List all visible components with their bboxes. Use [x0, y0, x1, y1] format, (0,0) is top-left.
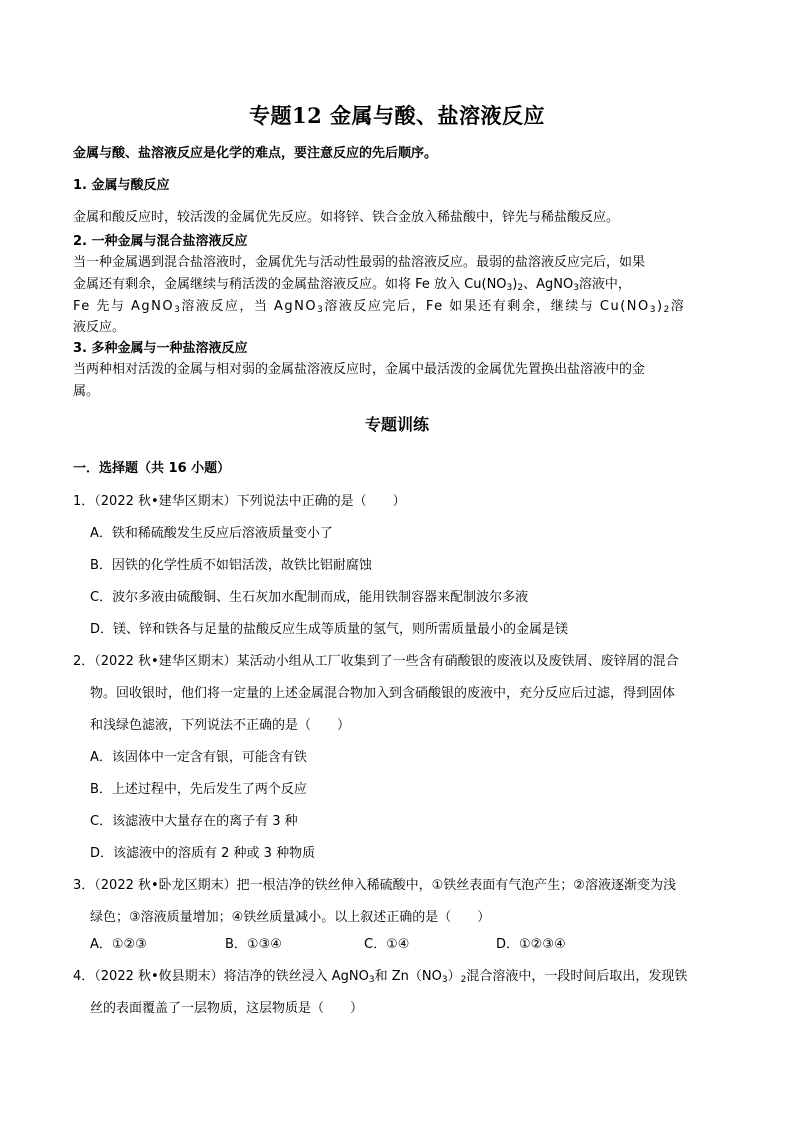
question-2-option-a: A．该固体中一定含有银，可能含有铁: [90, 750, 307, 765]
point-2-text-line4: 液反应。: [73, 320, 126, 335]
point-3-text-line2: 属。: [73, 384, 100, 399]
question-4-stem-line1: 4．（2022 秋•攸县期末）将洁净的铁丝浸入 AgNO$_3$和 $Zn(NO_3)_2$混合溶液中，一段时间后取出，发现铁: [73, 969, 688, 985]
question-4-stem-line2: 丝的表面覆盖了一层物质，这层物质是（ ）: [90, 1001, 364, 1016]
question-2-option-c: C．该滤液中大量存在的离子有 3 种: [90, 814, 298, 829]
page-title: 专题12 金属与酸、盐溶液反应: [248, 103, 546, 128]
question-2-stem-line2: 物。回收银时，他们将一定量的上述金属混合物加入到含硝酸银的废液中，充分反应后过滤，得到固体: [90, 686, 676, 701]
point-2-text-line2: 金属还有剩余，金属继续与稍活泼的金属盐溶液反应。如将 Fe 放入 $Cu(NO_3)_2$、AgNO$_3$溶液中，: [73, 277, 631, 293]
point-2-heading: 2. 一种金属与混合盐溶液反应: [73, 234, 248, 249]
question-1-option-b: B．因铁的化学性质不如铝活泼，故铁比铝耐腐蚀: [90, 558, 372, 573]
question-3-option-a: A．①②③: [90, 937, 147, 952]
question-3-option-c: C．①④: [364, 937, 410, 952]
question-2-stem-line3: 和浅绿色滤液，下列说法不正确的是（ ）: [90, 718, 351, 733]
question-3-option-d: D．①②③④: [496, 937, 566, 952]
question-3-stem-line2: 绿色；③溶液质量增加；④铁丝质量减小。以上叙述正确的是（ ）: [90, 910, 491, 925]
question-1-option-d: D．镁、锌和铁各与足量的盐酸反应生成等质量的氢气，则所需质量最小的金属是镁: [90, 622, 569, 637]
question-2-stem-line1: 2．（2022 秋•建华区期末）某活动小组从工厂收集到了一些含有硝酸银的废液以及废铁屑、废锌屑的混合: [73, 654, 679, 669]
point-2-text-line3: Fe 先与 AgNO$_3$溶液反应，当 AgNO$_3$溶液反应完后，Fe 如果还有剩余，继续与 $Cu(NO_3)_2$溶: [73, 299, 686, 315]
point-1-text: 金属和酸反应时，较活泼的金属优先反应。如将锌、铁合金放入稀盐酸中，锌先与稀盐酸反应。: [73, 210, 620, 225]
point-2-text-line1: 当一种金属遇到混合盐溶液时，金属优先与活动性最弱的盐溶液反应。最弱的盐溶液反应完后，如果: [73, 255, 646, 270]
question-1-option-c: C．波尔多液由硫酸铜、生石灰加水配制而成，能用铁制容器来配制波尔多液: [90, 590, 529, 605]
section-title: 专题训练: [364, 415, 429, 434]
intro-text: 金属与酸、盐溶液反应是化学的难点，要注意反应的先后顺序。: [73, 146, 438, 161]
question-3-option-b: B．①③④: [225, 937, 282, 952]
question-2-option-d: D．该滤液中的溶质有 2 种或 3 种物质: [90, 846, 316, 861]
question-1-option-a: A．铁和稀硫酸发生反应后溶液质量变小了: [90, 526, 333, 541]
point-3-heading: 3. 多种金属与一种盐溶液反应: [73, 341, 248, 356]
point-1-heading: 1. 金属与酸反应: [73, 178, 170, 193]
question-2-option-b: B．上述过程中，先后发生了两个反应: [90, 782, 307, 797]
section-subtitle: 一．选择题（共 16 小题）: [73, 461, 231, 476]
question-1-stem: 1．（2022 秋•建华区期末）下列说法中正确的是（ ）: [73, 494, 406, 509]
question-3-stem-line1: 3．（2022 秋•卧龙区期末）把一根洁净的铁丝伸入稀硫酸中，①铁丝表面有气泡产生；②溶液逐渐变为浅: [73, 878, 676, 893]
point-3-text-line1: 当两种相对活泼的金属与相对弱的金属盐溶液反应时，金属中最活泼的金属优先置换出盐溶液中的金: [73, 362, 646, 377]
